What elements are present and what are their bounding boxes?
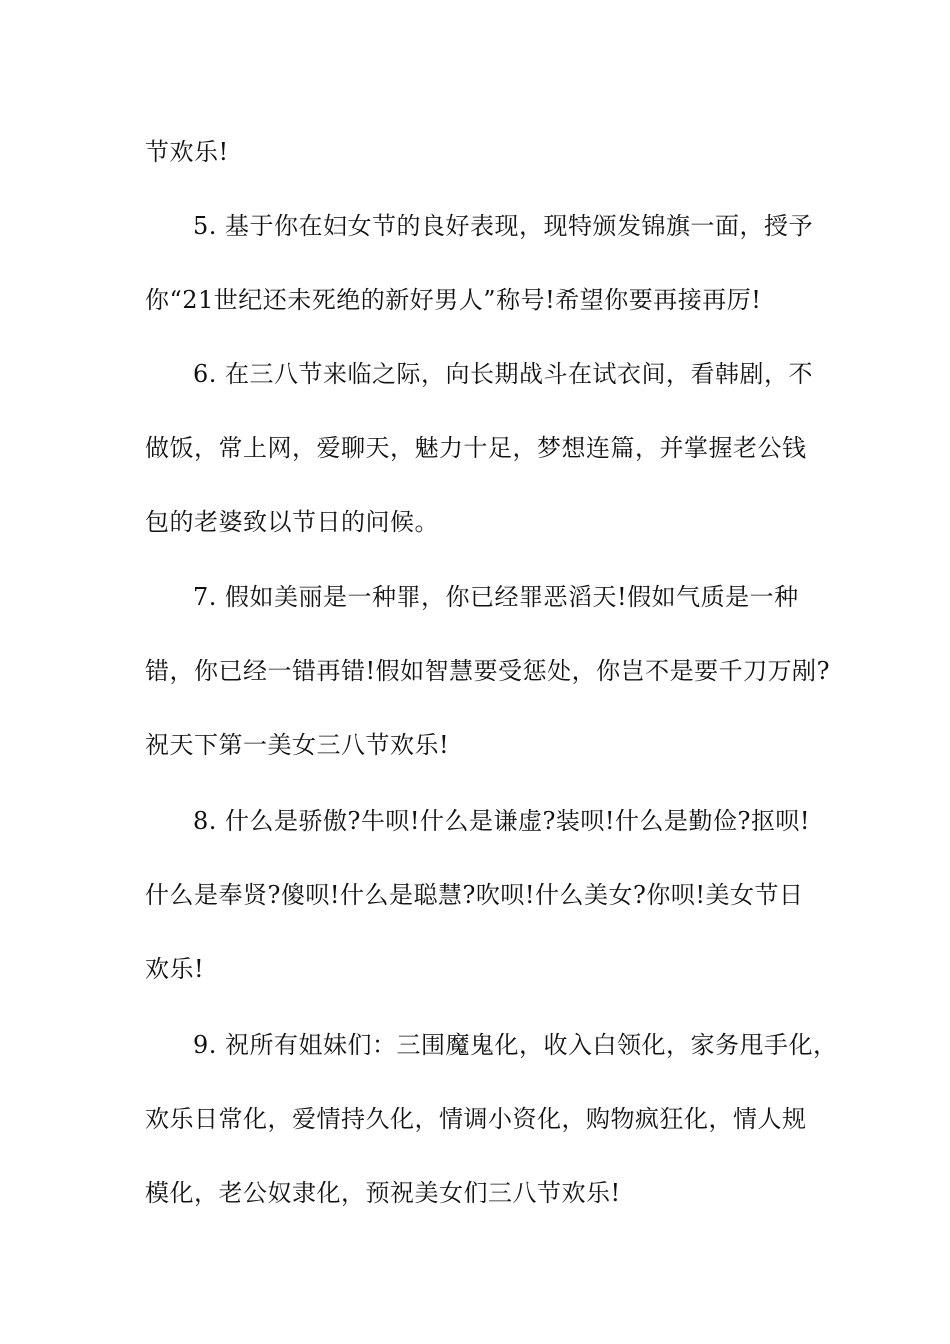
text-line: 你“21世纪还未死绝的新好男人”称号!希望你要再接再厉! <box>145 286 762 314</box>
text-line: 祝天下第一美女三八节欢乐! <box>145 731 450 759</box>
paragraph-5-line: 5. 基于你在妇女节的良好表现，现特颁发锦旗一面，授予 <box>193 212 814 240</box>
text-line: 模化，老公奴隶化，预祝美女们三八节欢乐! <box>145 1179 621 1207</box>
paragraph-7-line: 7. 假如美丽是一种罪，你已经罪恶滔天!假如气质是一种 <box>193 583 799 611</box>
paragraph-9-line: 9. 祝所有姐妹们：三围魔鬼化，收入白领化，家务甩手化， <box>193 1031 838 1059</box>
paragraph-6-line: 6. 在三八节来临之际，向长期战斗在试衣间，看韩剧，不 <box>193 360 814 388</box>
text-line: 什么是奉贤?傻呗!什么是聪慧?吹呗!什么美女?你呗!美女节日 <box>145 881 804 909</box>
text-line: 欢乐日常化，爱情持久化，情调小资化，购物疯狂化，情人规 <box>145 1105 807 1133</box>
text-line: 欢乐! <box>145 955 205 983</box>
text-line: 包的老婆致以节日的问候。 <box>145 508 439 536</box>
text-line: 做饭，常上网，爱聊天，魅力十足，梦想连篇，并掌握老公钱 <box>145 434 807 462</box>
text-line: 错，你已经一错再错!假如智慧要受惩处，你岂不是要千刀万剐? <box>145 657 831 685</box>
text-line: 节欢乐! <box>145 138 229 166</box>
paragraph-8-line: 8. 什么是骄傲?牛呗!什么是谦虚?装呗!什么是勤俭?抠呗! <box>193 807 811 835</box>
